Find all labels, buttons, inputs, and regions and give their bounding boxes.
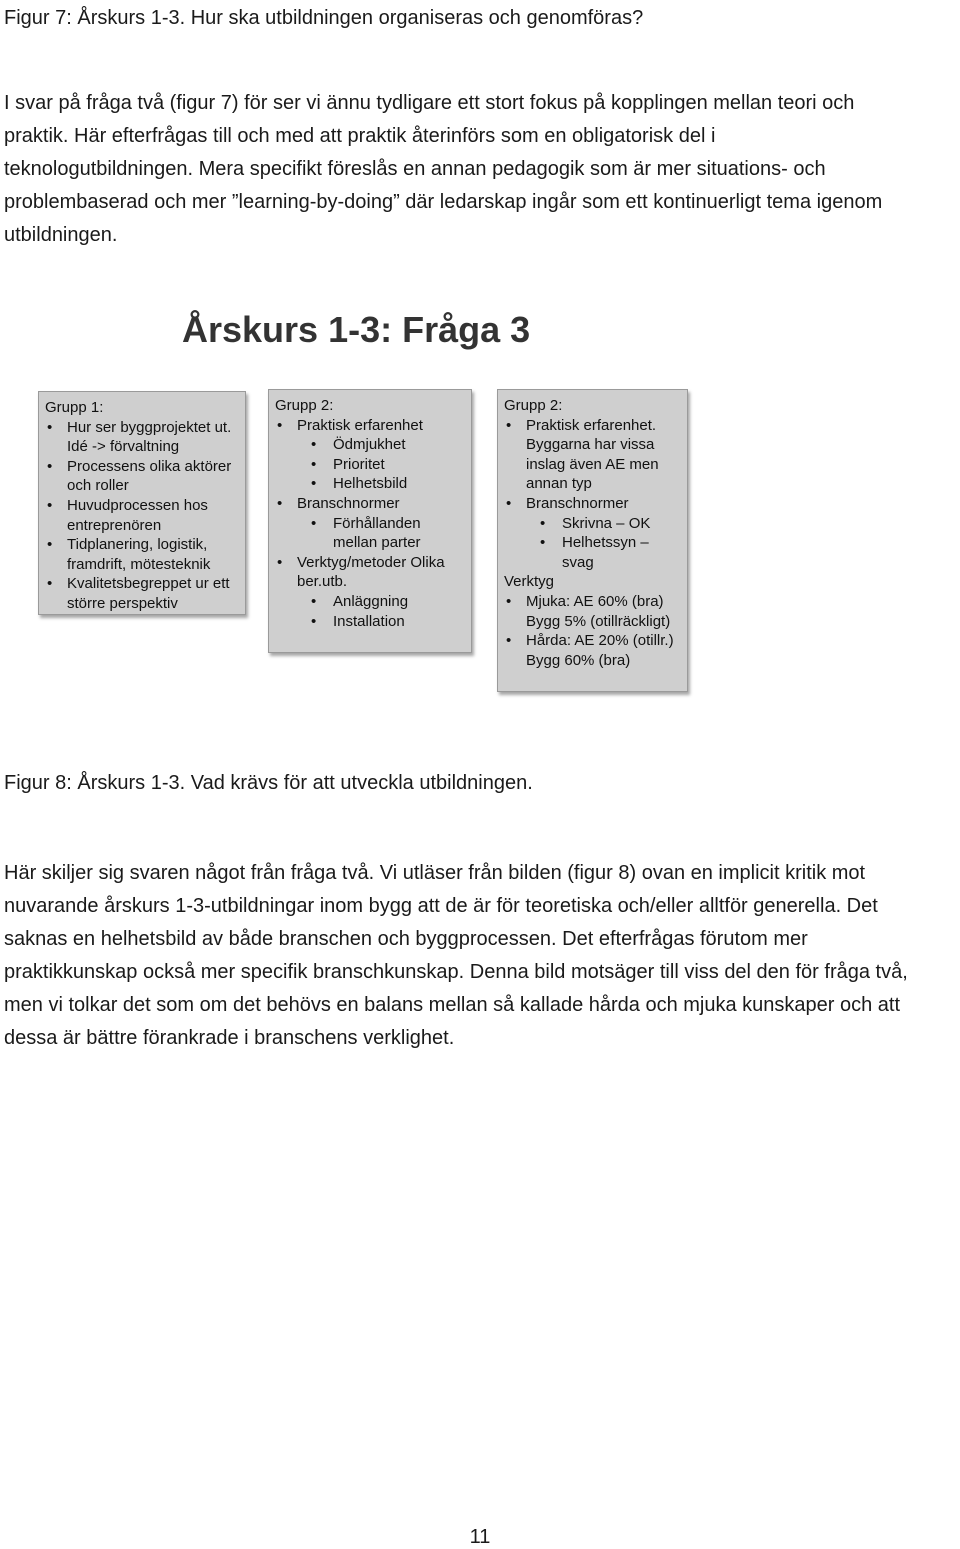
bullet-item: • Hur ser byggprojektet ut. Idé -> förvaltning: [45, 418, 239, 457]
bullet-item: • Branschnormer: [504, 494, 681, 514]
bullet-item: • Huvudprocessen hos entreprenören: [45, 496, 239, 535]
paragraph-2: [4, 857, 956, 1055]
paragraph-line: I svar på fråga två (figur 7) för ser vi ännu tydligare ett stort fokus på kopplingen mellan teori och: [4, 92, 855, 114]
paragraph-line: utbildningen.: [4, 224, 118, 246]
group-heading: Grupp 2:: [504, 397, 563, 414]
bullet-item: • Helhetssyn – svag: [504, 533, 681, 572]
paragraph-line: nuvarande årskurs 1-3-utbildningar inom bygg att de är för teoretiska och/eller alltför generella. Det: [4, 895, 878, 917]
bullet-item: • Praktisk erfarenhet. Byggarna har vissa inslag även AE men annan typ: [504, 416, 681, 494]
group-subheading: Verktyg: [504, 573, 555, 591]
group-list: [275, 416, 465, 632]
figure-title: Årskurs 1-3: Fråga 3: [182, 309, 531, 350]
paragraph-line: saknas en helhetsbild av både branschen och byggprocessen. Det efterfrågas förutom mer: [4, 928, 808, 950]
paragraph-line: praktikkunskap också mer specifik branschkunskap. Denna bild motsäger till viss del den för fråga två,: [4, 961, 908, 983]
figure7-caption: Figur 7: Årskurs 1-3. Hur ska utbildningen organiseras och genomföras?: [4, 7, 644, 29]
figure8-caption: Figur 8: Årskurs 1-3. Vad krävs för att utveckla utbildningen.: [4, 772, 533, 794]
bullet-item: • Anläggning: [275, 592, 465, 612]
paragraph-line: men vi tolkar det som om det behövs en balans mellan så kallade hårda och mjuka kunskaper och att: [4, 994, 901, 1016]
paragraph-line: praktik. Här efterfrågas till och med att praktik återinförs som en obligatorisk del i: [4, 125, 716, 147]
group-heading: Grupp 1:: [45, 399, 104, 416]
bullet-item: • Mjuka: AE 60% (bra) Bygg 5% (otillräckligt): [504, 592, 681, 631]
paragraph-line: Här skiljer sig svaren något från fråga två. Vi utläser från bilden (figur 8) ovan en implicit kritik mot: [4, 862, 866, 884]
group-heading: Grupp 2:: [275, 397, 334, 414]
bullet-item: • Förhållanden mellan parter: [275, 514, 465, 553]
bullet-item: • Installation: [275, 612, 465, 632]
paragraph-line: problembaserad och mer ”learning-by-doing” där ledarskap ingår som ett kontinuerligt tema igenom: [4, 191, 883, 213]
group-list: [504, 416, 681, 671]
bullet-item: • Tidplanering, logistik, framdrift, mötesteknik: [45, 535, 239, 574]
bullet-item: • Praktisk erfarenhet: [275, 416, 465, 436]
bullet-item: • Prioritet: [275, 455, 465, 475]
page-number: 11: [469, 1526, 491, 1548]
bullet-item: • Processens olika aktörer och roller: [45, 457, 239, 496]
bullet-item: • Skrivna – OK: [504, 514, 681, 534]
group-box-1: [38, 391, 246, 615]
paragraph-line: teknologutbildningen. Mera specifikt föreslås en annan pedagogik som är mer situations- och: [4, 158, 826, 180]
bullet-item: • Kvalitetsbegreppet ur ett större perspektiv: [45, 574, 239, 613]
bullet-item: • Verktyg/metoder Olika ber.utb.: [275, 553, 465, 592]
paragraph-1: [4, 87, 956, 252]
group-list: [45, 418, 239, 614]
bullet-item: • Helhetsbild: [275, 474, 465, 494]
bullet-item: • Ödmjukhet: [275, 435, 465, 455]
bullet-item: • Hårda: AE 20% (otillr.) Bygg 60% (bra): [504, 631, 681, 670]
group-box-2: [268, 389, 472, 653]
group-box-3: [497, 389, 688, 692]
bullet-item: • Branschnormer: [275, 494, 465, 514]
paragraph-line: dessa är bättre förankrade i branschens verklighet.: [4, 1027, 455, 1049]
